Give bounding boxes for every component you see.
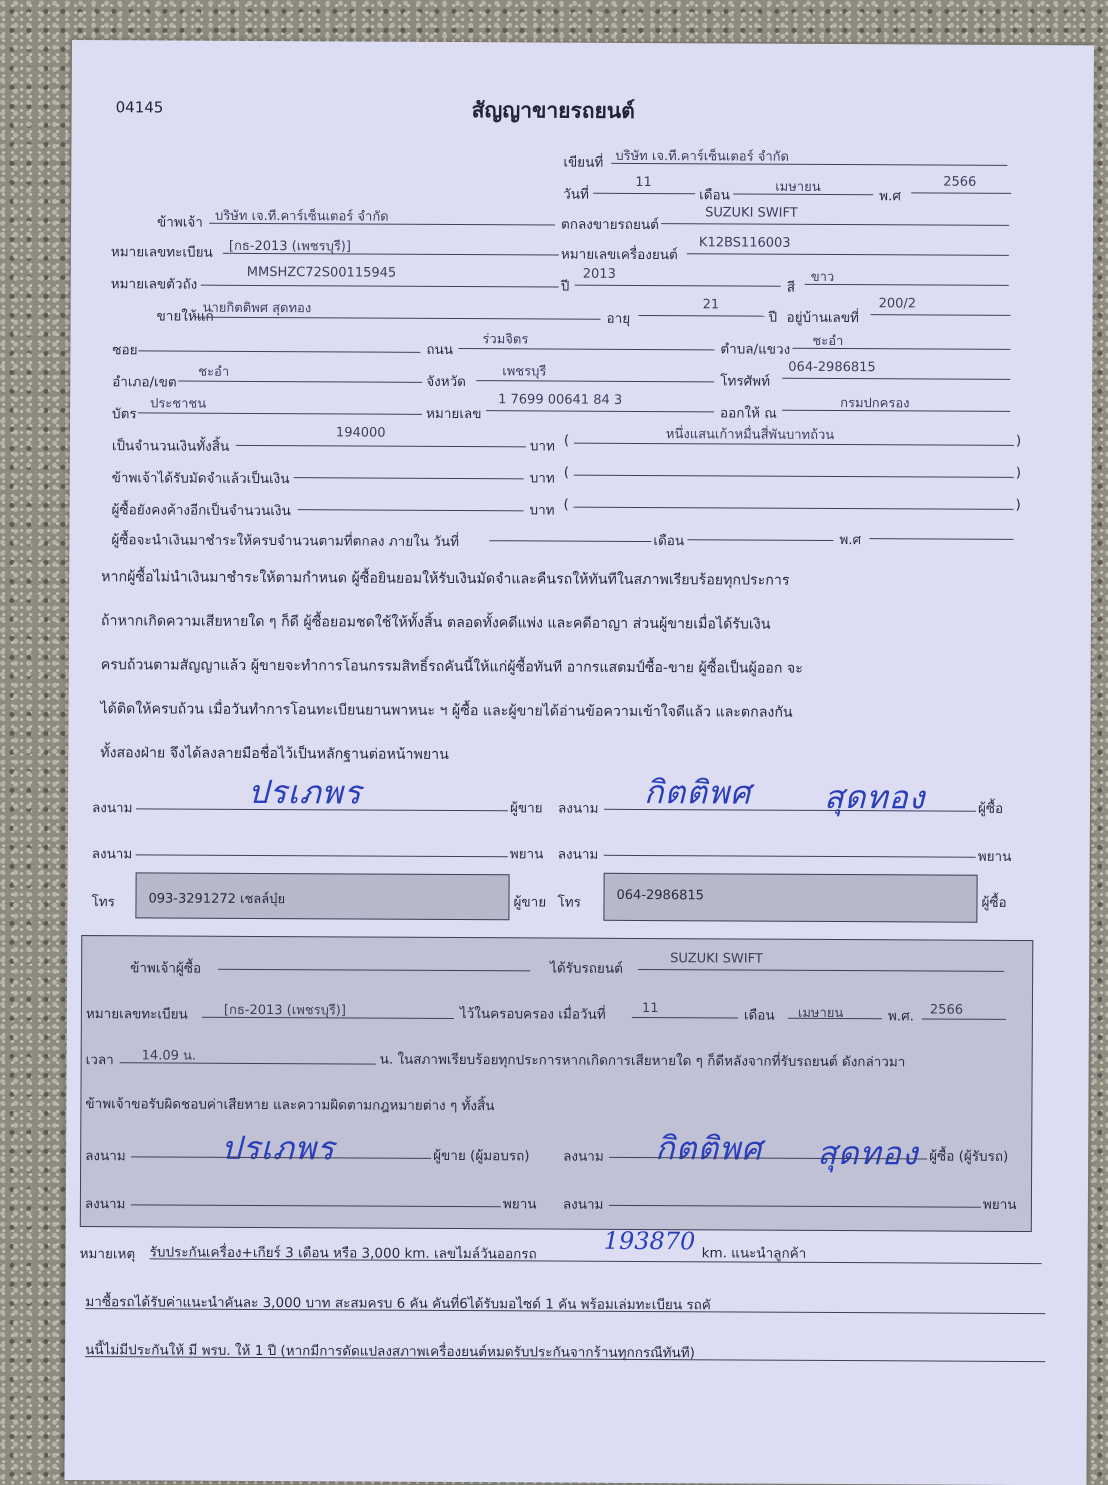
due-year-line	[869, 538, 1013, 540]
document-number: 04145	[115, 98, 164, 117]
buyer-signature-last: สุดทอง	[823, 777, 926, 817]
car-line	[661, 223, 1009, 226]
due-month-line	[687, 539, 833, 541]
receipt-plate: [กธ-2013 (เพชรบุรี)]	[223, 1002, 347, 1019]
remark-line-2: มาซื้อรถได้รับค่าแนะนำคันละ 3,000 บาท สะสมครบ 6 คัน คันที่6ได้รับมอไซด์ 1 คัน พร้อมเล่มทะเบียน รถคั	[85, 1294, 711, 1314]
terms-line-3: ครบถ้วนตามสัญญาแล้ว ผู้ขายจะทำการโอนกรรมสิทธิ์รถคันนี้ให้แก่ผู้ซื้อทันที อากรแสตมป์ซื้อ-ขาย ผู้ซื้อเป็นผู้ออก จะ	[100, 657, 803, 677]
buyer-label: ขายให้แก่	[156, 308, 214, 325]
receipt-month-label: เดือน	[743, 1007, 775, 1024]
id-line	[486, 410, 714, 412]
province-line	[476, 380, 714, 382]
written-at-label: เขียนที่	[563, 154, 604, 171]
deposit-line	[294, 477, 524, 479]
terms-line-2: ถ้าหากเกิดความเสียหายใด ๆ ก็ดี ผู้ซื้อยอมชดใช้ให้ทั้งสิ้น ตลอดทั้งคดีแพ่ง และคดีอาญา ส่วนผู้ขายเมื่อได้รับเงิน	[100, 613, 771, 633]
remark-label: หมายเหตุ	[79, 1246, 136, 1263]
witness-2-role: พยาน	[977, 848, 1012, 865]
province-value: เพชรบุรี	[502, 364, 547, 380]
receipt-car-line	[638, 969, 1004, 972]
receipt-seller-signature: ปรเภพร	[221, 1128, 336, 1168]
total-close: )	[1015, 432, 1022, 449]
phone-label: โทรศัพท์	[720, 373, 771, 390]
receipt-year-line	[922, 1018, 1006, 1019]
chassis-label: หมายเลขตัวถัง	[110, 276, 198, 293]
house-line	[871, 314, 1011, 316]
receipt-buyer-role: ผู้ซื้อ (ผู้รับรถ)	[929, 1148, 1009, 1165]
buyer-phone-label: โทร	[557, 894, 581, 911]
seller-phone-role: ผู้ขาย	[513, 894, 547, 911]
issued-label: ออกให้ ณ	[720, 405, 777, 422]
receipt-witness-1-role: พยาน	[502, 1196, 537, 1213]
road-label: ถนน	[426, 341, 454, 358]
engine-line	[687, 253, 1009, 256]
terms-line-1: หากผู้ซื้อไม่นำเงินมาชำระให้ตามกำหนด ผู้ซื้อยินยอมให้รับเงินมัดจำและคืนรถให้ทันทีในสภาพเรียบร้อยทุกประการ	[101, 569, 790, 589]
terms-line-4: ได้ติดให้ครบถ้วน เมื่อวันทำการโอนทะเบียนยานพาหนะ ฯ ผู้ซื้อ และผู้ขายได้อ่านข้อความเข้าใจดีแล้ว และตกลงกัน	[100, 701, 793, 721]
contract-paper	[64, 40, 1094, 1485]
sign-label-witness-1: ลงนาม	[91, 846, 133, 863]
seller-phone: 093-3291272 เชลล์บุ๋ย	[148, 891, 286, 908]
remark-mileage: 193870	[603, 1226, 696, 1256]
buyer-phone: 064-2986815	[616, 887, 704, 904]
road-value: ร่วมจิตร	[482, 332, 529, 348]
due-year-label: พ.ศ	[839, 532, 862, 549]
deposit-close: )	[1015, 464, 1022, 481]
soi-line	[138, 350, 420, 352]
total-value: 194000	[335, 425, 386, 441]
remark-line-3: นนี้ไม่มีประกันให้ มี พรบ. ให้ 1 ปี (หากมีการดัดแปลงสภาพเครื่องยนต์หมดรับประกันจากร้านทุกกรณีทันที)	[85, 1342, 696, 1362]
subdistrict-value: ชะอำ	[812, 333, 844, 350]
remaining-words-line	[574, 507, 1014, 510]
issued-value: กรมปกครอง	[840, 396, 910, 412]
seller-role-label: ผู้ขาย	[509, 800, 543, 817]
year-line	[911, 192, 1011, 194]
seller-name: บริษัท เจ.ที.คาร์เซ็นเตอร์ จำกัด	[215, 208, 389, 225]
seller-label: ข้าพเจ้า	[157, 214, 203, 231]
id-value: 1 7699 00641 84 3	[498, 392, 623, 408]
witness-2-line	[604, 855, 976, 858]
engine-value: K12BS116003	[698, 235, 791, 251]
sign-label-witness-2: ลงนาม	[557, 846, 599, 863]
card-line	[138, 412, 422, 414]
due-label: ผู้ซื้อจะนำเงินมาชำระให้ครบจำนวนตามที่ตกลง ภายใน วันที่	[111, 532, 460, 551]
receipt-condition: น. ในสภาพเรียบร้อยทุกประการหากเกิดการเสียหายใด ๆ ก็ดีหลังจากที่รับรถยนต์ ดังกล่าวมา	[379, 1051, 906, 1071]
receipt-plate-label: หมายเลขทะเบียน	[85, 1006, 188, 1023]
house-label: อยู่บ้านเลขที่	[786, 309, 860, 327]
house-value: 200/2	[878, 296, 917, 312]
chassis-line	[201, 285, 559, 288]
receipt-sign-label-buyer: ลงนาม	[563, 1148, 604, 1165]
color-value: ขาว	[810, 269, 835, 285]
remaining-baht: บาท	[529, 502, 555, 519]
age-label: อายุ	[606, 310, 631, 327]
receipt-liability: ข้าพเจ้าขอรับผิดชอบค่าเสียหาย และความผิดตามกฎหมายต่าง ๆ ทั้งสิ้น	[85, 1096, 495, 1115]
total-label: เป็นจำนวนเงินทั้งสิ้น	[111, 438, 230, 455]
receipt-month: เมษายน	[797, 1005, 844, 1022]
total-line	[236, 445, 526, 448]
written-at-value: บริษัท เจ.ที.คาร์เซ็นเตอร์ จำกัด	[615, 148, 790, 165]
plate-value: [กธ-2013 (เพชรบุรี)]	[228, 238, 352, 255]
total-open: (	[563, 432, 570, 449]
day-line	[593, 193, 695, 195]
year-model-label: ปี	[560, 278, 570, 295]
receipt-time-label: เวลา	[85, 1052, 114, 1069]
soi-label: ซอย	[112, 342, 138, 359]
year-model-value: 2013	[582, 266, 616, 282]
receipt-section	[80, 935, 1034, 1232]
buyer-phone-box	[603, 873, 977, 923]
deposit-words-line	[574, 475, 1014, 478]
chassis-value: MMSHZC72S00115945	[246, 264, 397, 281]
receipt-day: 11	[641, 1000, 659, 1017]
remaining-open: (	[563, 496, 569, 513]
phone-value: 064-2986815	[788, 359, 876, 376]
receipt-seller-role: ผู้ขาย (ผู้มอบรถ)	[433, 1147, 530, 1165]
month-value: เมษายน	[775, 179, 821, 195]
day-label: วันที่	[563, 186, 589, 203]
receipt-year: 2566	[929, 1002, 964, 1018]
remaining-close: )	[1015, 496, 1021, 513]
possession-label: ไว้ในครอบครอง เมื่อวันที่	[459, 1006, 606, 1023]
engine-label: หมายเลขเครื่องยนต์	[560, 246, 678, 264]
card-label: บัตร	[111, 406, 137, 423]
district-value: ชะอำ	[198, 364, 230, 380]
seller-signature: ปรเภพร	[247, 772, 362, 812]
year-value: 2566	[943, 174, 977, 190]
terms-line-5: ทั้งสองฝ่าย จึงได้ลงลายมือชื่อไว้เป็นหลักฐานต่อหน้าพยาน	[100, 745, 449, 763]
received-label: ได้รับรถยนต์	[550, 960, 623, 977]
buyer-phone-role: ผู้ซื้อ	[981, 894, 1007, 911]
due-day-line	[489, 540, 651, 542]
age-value: 21	[702, 297, 720, 313]
receipt-car: SUZUKI SWIFT	[670, 951, 763, 967]
witness-1-line	[136, 854, 508, 857]
receipt-buyer-signature-last: สุดทอง	[817, 1133, 919, 1173]
month-label: เดือน	[699, 187, 730, 204]
age-line	[639, 315, 765, 317]
remark-line-1a: รับประกันเครื่อง+เกียร์ 3 เดือน หรือ 3,000 km. เลขไมล์วันออกรถ	[149, 1244, 537, 1263]
plate-label: หมายเลขทะเบียน	[110, 244, 213, 261]
agree-label: ตกลงขายรถยนต์	[560, 216, 659, 234]
receipt-day-line	[632, 1017, 738, 1019]
subdistrict-label: ตำบล/แขวง	[720, 341, 791, 358]
province-label: จังหวัด	[426, 373, 467, 391]
receipt-year-label: พ.ศ.	[887, 1008, 915, 1025]
document-title: สัญญาขายรถยนต์	[471, 98, 635, 123]
district-label: อำเภอ/เขต	[112, 374, 177, 391]
district-line	[178, 381, 422, 383]
card-value: ประชาชน	[150, 396, 207, 412]
buyer-name: นายกิตติพศ สุดทอง	[202, 300, 312, 317]
receipt-witness-1-line	[131, 1204, 501, 1207]
total-words: หนึ่งแสนเก้าหมื่นสี่พันบาทถ้วน	[665, 427, 835, 443]
receipt-witness-2-line	[609, 1205, 981, 1208]
deposit-baht: บาท	[529, 470, 555, 487]
sign-label-seller: ลงนาม	[91, 800, 133, 817]
year-model-line	[575, 285, 781, 287]
receipt-buyer-line	[218, 969, 530, 972]
receipt-buyer-label: ข้าพเจ้าผู้ซื้อ	[130, 960, 202, 977]
sign-label-buyer: ลงนาม	[557, 800, 599, 817]
phone-line	[782, 378, 1010, 380]
due-month-label: เดือน	[653, 533, 685, 550]
remaining-label: ผู้ซื้อยังคงค้างอีกเป็นจำนวนเงิน	[111, 502, 291, 520]
receipt-witness-1-label: ลงนาม	[84, 1196, 126, 1213]
witness-1-role: พยาน	[509, 846, 544, 863]
receipt-time: 14.09 น.	[141, 1048, 197, 1064]
remaining-line	[298, 509, 524, 511]
seller-phone-label: โทร	[91, 894, 115, 911]
color-label: สี	[786, 279, 796, 296]
id-label: หมายเลข	[426, 405, 482, 423]
seller-phone-box	[135, 872, 509, 920]
day-value: 11	[635, 174, 652, 191]
car-model: SUZUKI SWIFT	[705, 205, 798, 221]
receipt-sign-label-seller: ลงนาม	[85, 1148, 126, 1165]
receipt-buyer-signature-first: กิตติพศ	[655, 1129, 763, 1168]
year-label: พ.ศ	[879, 188, 902, 205]
road-line	[458, 348, 714, 350]
total-baht: บาท	[529, 438, 555, 455]
receipt-witness-2-role: พยาน	[982, 1196, 1017, 1213]
color-line	[805, 284, 1009, 286]
remark-line-1b: km. แนะนำลูกค้า	[701, 1245, 807, 1262]
age-unit: ปี	[768, 309, 778, 326]
buyer-signature-first: กิตติพศ	[643, 773, 752, 812]
buyer-role-label: ผู้ซื้อ	[977, 800, 1004, 817]
buyer-line	[195, 317, 601, 320]
deposit-label: ข้าพเจ้าได้รับมัดจำแล้วเป็นเงิน	[111, 470, 290, 488]
total-words-line	[574, 443, 1014, 446]
receipt-witness-2-label: ลงนาม	[562, 1196, 604, 1213]
deposit-open: (	[563, 464, 570, 481]
